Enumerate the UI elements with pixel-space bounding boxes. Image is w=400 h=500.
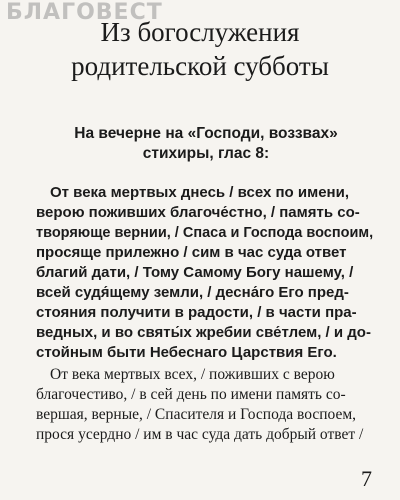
bold-text-line: стойным быти Небеснаго Царствия Его. xyxy=(36,344,337,361)
subtitle-line-1: На вечерне на «Господи, воззвах» xyxy=(74,125,338,142)
regular-text-line: благочестиво, / в сей день по имени память со- xyxy=(36,386,346,403)
regular-text-line: вершая, верные, / Спасителя и Господа воспоем, xyxy=(36,406,357,423)
bold-text-line: верою поживших благоче́стно, / память со- xyxy=(36,204,360,221)
subtitle-line-2: стихиры, глас 8: xyxy=(142,145,270,162)
page-number: 7 xyxy=(361,466,372,491)
bold-text-line: просяще прилежно / сим в час суда ответ xyxy=(36,244,347,261)
bold-text-line: благий дати, / Тому Самому Богу нашему, / xyxy=(36,264,354,281)
bold-text-line: творяюще вернии, / Спаса и Господа воспоим, xyxy=(36,225,374,241)
bold-text-line: стояния получити в радости, / в части пра- xyxy=(36,304,357,321)
bold-text-line: всей судя́щему земли, / десна́го Его пред- xyxy=(36,284,349,301)
bold-text-line: От века мертвых днесь / всех по имени, xyxy=(50,184,349,201)
title-line-2: родительской субботы xyxy=(71,51,329,81)
bold-text-line: ведных, и во святы́х жребии све́тлем, / и до- xyxy=(36,324,371,341)
regular-text-line: прося усердно / им в час суда дать добрый ответ / xyxy=(36,426,364,443)
regular-text-line: От века мертвых всех, / поживших с верою xyxy=(50,366,335,383)
title-line-1: Из богослужения xyxy=(100,17,300,47)
watermark-logo: БЛАГОВЕСТ xyxy=(6,0,163,25)
